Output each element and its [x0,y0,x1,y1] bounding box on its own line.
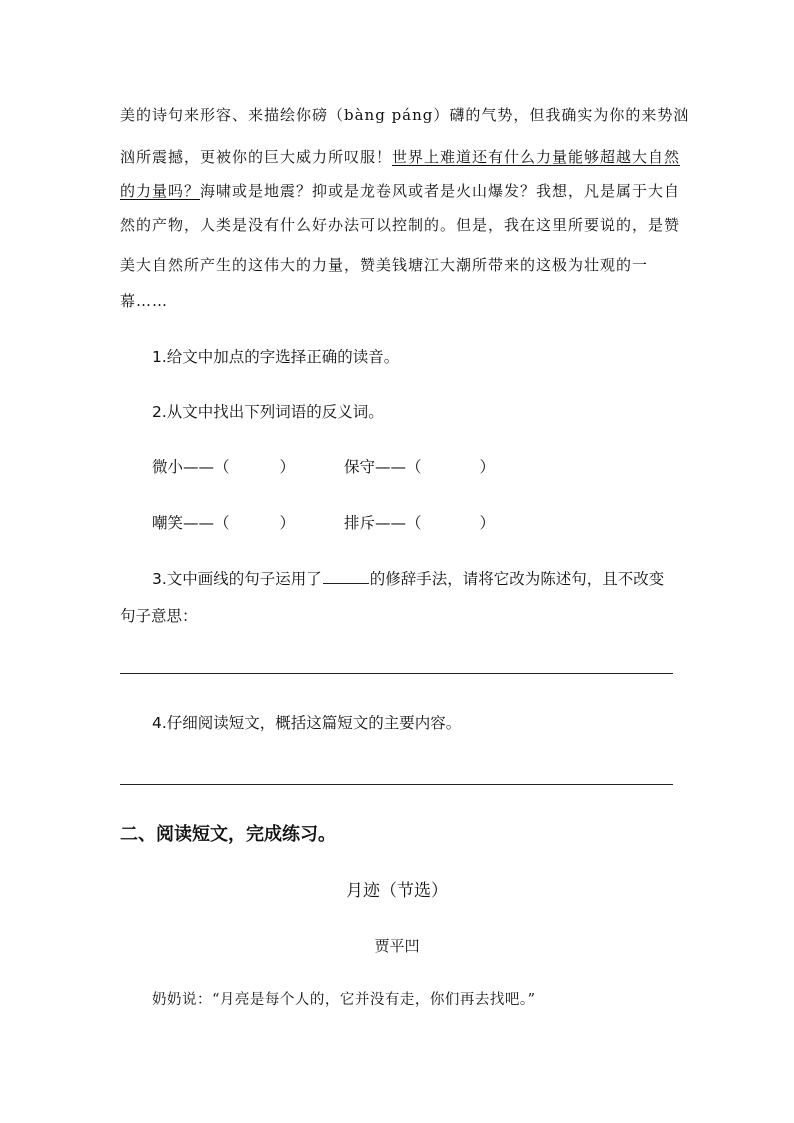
antonym-close-2: ） [479,458,496,476]
passage-line-1: 美的诗句来形容、来描绘你磅（bàng páng）礴的气势，但我确实为你的来势汹 [120,106,690,124]
question-3-part-1: 3.文中画线的句子运用了 [152,570,322,588]
article-first-line: 奶奶说：“月亮是每个人的，它并没有走，你们再去找吧。” [152,992,536,1008]
answer-line-4[interactable] [120,784,673,785]
antonym-item-1 [152,455,295,477]
antonym-word-4: 排斥——（ [344,514,422,532]
antonym-close-1: ） [279,458,296,476]
antonym-close-4: ） [479,514,496,532]
rhetoric-blank[interactable] [323,582,369,584]
antonym-close-3: ） [279,514,296,532]
question-2: 2.从文中找出下列词语的反义词。 [152,403,384,421]
antonym-item-4 [344,511,495,533]
antonym-word-1: 微小——（ [152,458,230,476]
underlined-sentence-part-1: 世界上难道还有什么力量能够超越大自然 [392,148,681,166]
article-author: 贾平凹 [374,937,420,955]
question-3-part-2: 的修辞手法，请将它改为陈述句，且不改变 [369,570,665,588]
antonym-item-3 [152,511,295,533]
question-1: 1.给文中加点的字选择正确的读音。 [152,348,400,366]
passage-line-5: 美大自然所产生的这伟大的力量，赞美钱塘江大潮所带来的这极为壮观的一 [120,256,649,274]
article-title: 月迹（节选） [346,881,448,901]
passage-line-2-text: 汹所震撼，更被你的巨大威力所叹服！ [120,148,393,166]
antonym-item-2 [344,455,495,477]
antonym-word-3: 嘲笑——（ [152,514,230,532]
question-3 [152,567,664,589]
passage-line-3-text: 海啸或是地震？抑或是龙卷风或者是火山爆发？我想，凡是属于大自 [200,182,681,200]
antonym-word-2: 保守——（ [344,458,422,476]
passage-line-4: 然的产物，人类是没有什么好办法可以控制的。但是，我在这里所要说的，是赞 [120,216,681,234]
passage-line-2 [120,146,680,167]
question-3-line-2: 句子意思： [120,607,198,625]
answer-line-3[interactable] [120,673,673,674]
question-4: 4.仔细阅读短文，概括这篇短文的主要内容。 [152,714,462,732]
underlined-sentence-part-2: 的力量吗？ [120,182,201,200]
passage-line-6: 幕…… [120,292,169,310]
passage-line-3 [120,180,680,201]
section-2-heading: 二、阅读短文，完成练习。 [120,824,336,845]
